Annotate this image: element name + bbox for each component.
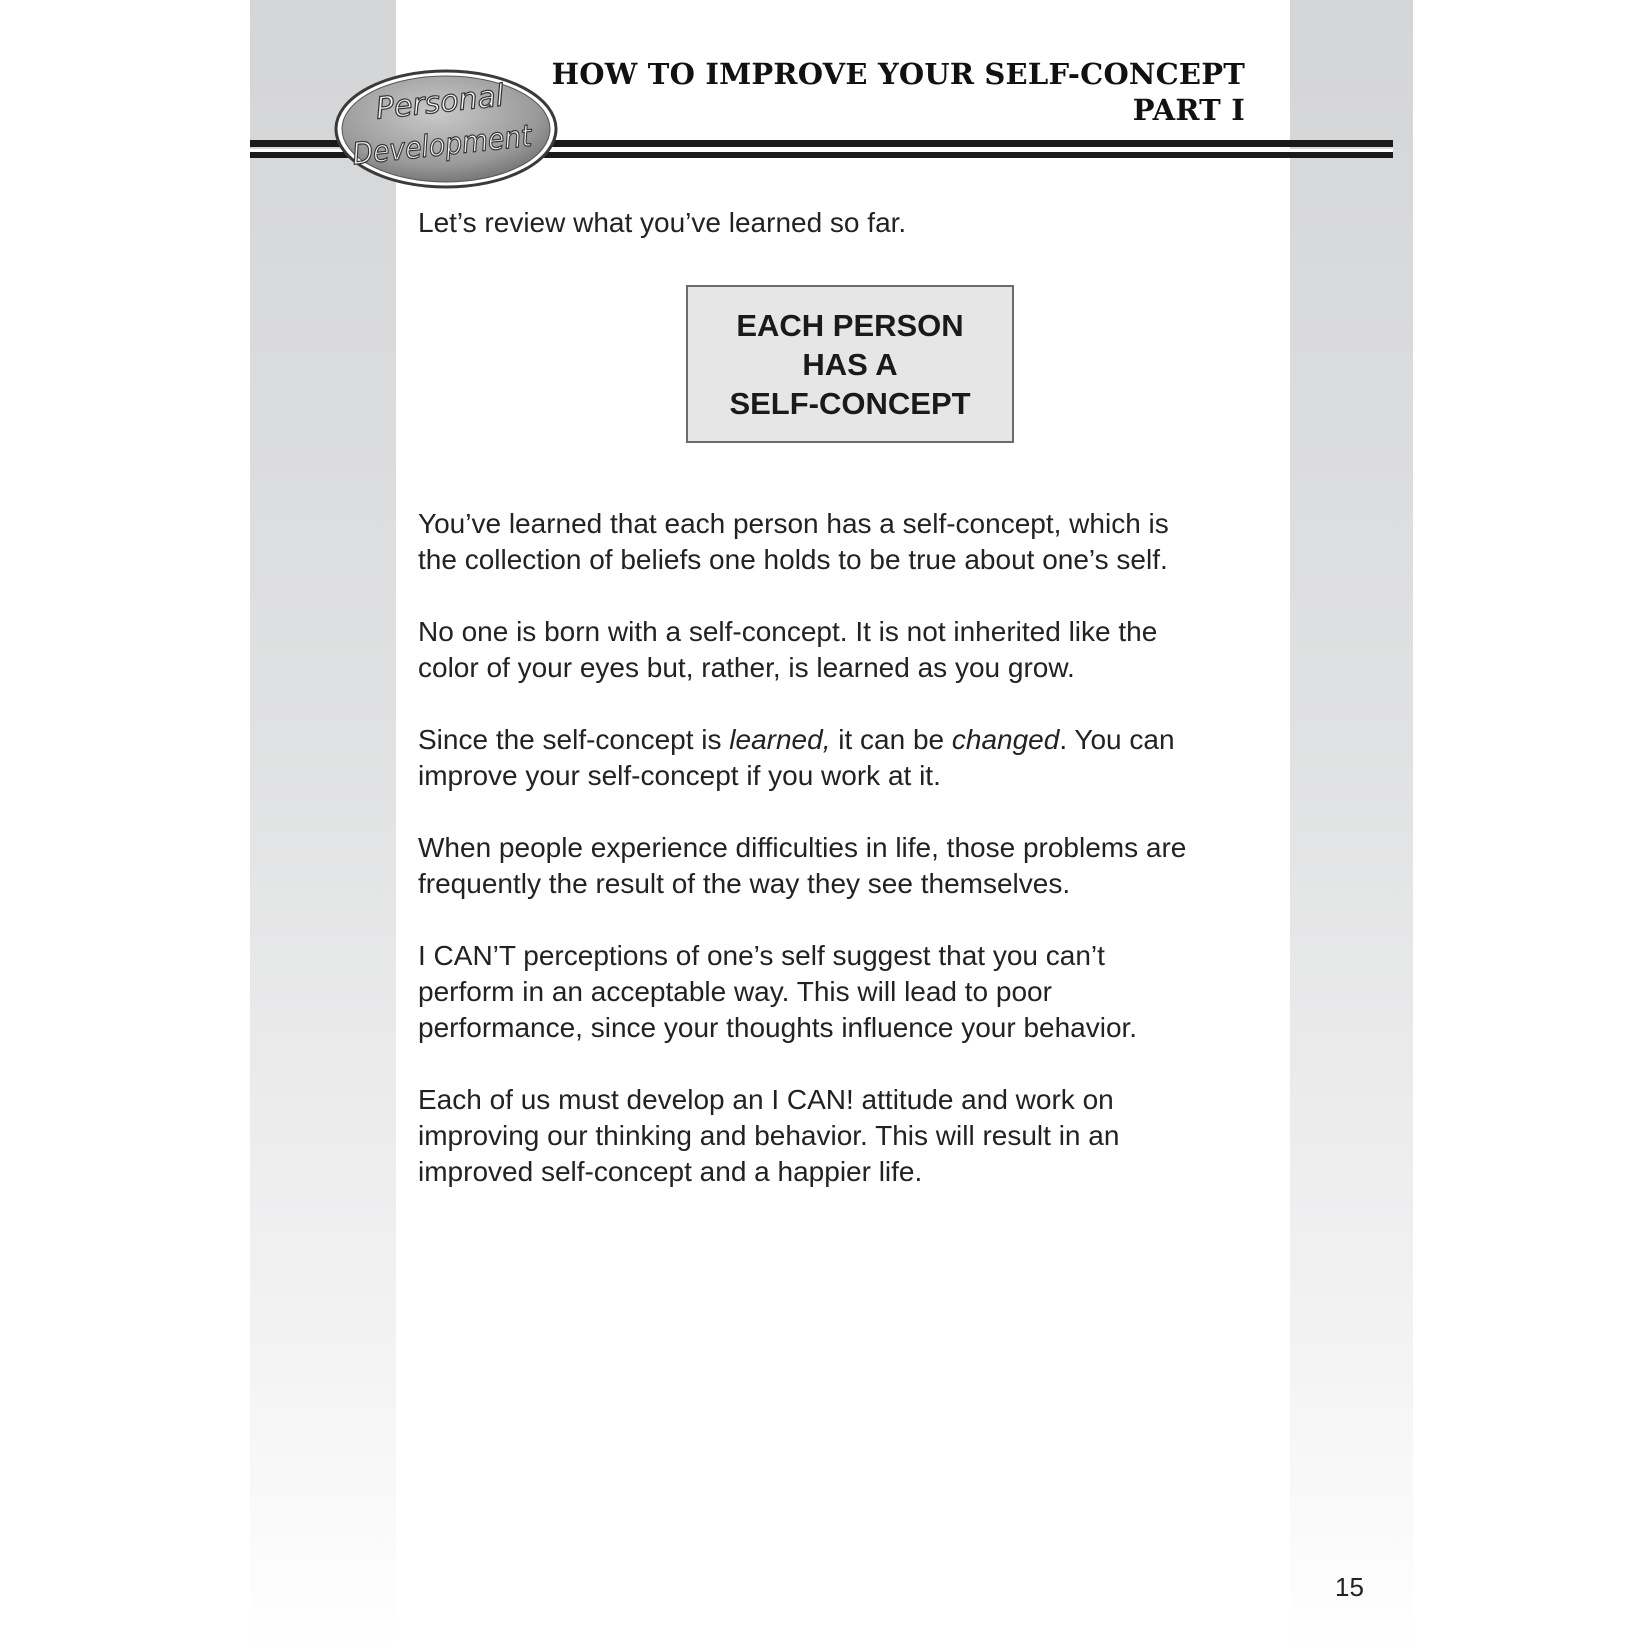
callout-line-3: SELF-CONCEPT xyxy=(729,385,971,421)
left-gray-band xyxy=(250,0,396,1652)
title-line-1: HOW TO IMPROVE YOUR SELF-CONCEPT xyxy=(551,57,1245,91)
badge-text-personal: Personal xyxy=(374,78,506,127)
p5-line-3: performance, since your thoughts influence your behavior. xyxy=(418,1012,1138,1043)
p5-line-2: perform in an acceptable way. This will lead to poor xyxy=(418,976,1052,1007)
p4-line-1: When people experience difficulties in life, those problems are xyxy=(418,832,1187,863)
p6-line-1: Each of us must develop an I CAN! attitude and work on xyxy=(418,1084,1114,1115)
p2-line-2: color of your eyes but, rather, is learned as you grow. xyxy=(418,652,1075,683)
paragraph-6 xyxy=(418,1082,1119,1190)
p2-line-1: No one is born with a self-concept. It is not inherited like the xyxy=(418,616,1158,647)
p6-line-2: improving our thinking and behavior. This will result in an xyxy=(418,1120,1120,1151)
paragraph-5 xyxy=(418,938,1137,1046)
p1-line-1: You’ve learned that each person has a self-concept, which is xyxy=(418,508,1169,539)
callout-line-2: HAS A xyxy=(802,346,898,382)
page-title xyxy=(552,56,1245,128)
right-gray-band xyxy=(1290,0,1413,1652)
p5-line-1: I CAN’T perceptions of one’s self suggest that you can’t xyxy=(418,940,1105,971)
intro-text: Let’s review what you’ve learned so far. xyxy=(418,207,907,238)
paragraph-2 xyxy=(418,614,1157,686)
emphasis-learned: learned, xyxy=(729,724,831,755)
title-line-2: PART I xyxy=(1132,93,1245,127)
callout-line-1: EACH PERSON xyxy=(736,307,964,343)
p4-line-2: frequently the result of the way they see themselves. xyxy=(418,868,1071,899)
p1-line-2: the collection of beliefs one holds to be true about one’s self. xyxy=(418,544,1168,575)
emphasis-changed: changed xyxy=(951,724,1060,755)
document-page xyxy=(250,0,1413,1652)
page-number: 15 xyxy=(1335,1572,1364,1602)
p3-line-2: improve your self-concept if you work at it. xyxy=(418,760,941,791)
p3-line-1: Since the self-concept is learned, it can be changed. You can xyxy=(418,724,1175,755)
paragraph-4 xyxy=(418,830,1186,902)
personal-development-badge xyxy=(333,67,559,191)
paragraph-3 xyxy=(418,722,1175,794)
callout-box xyxy=(686,285,1014,443)
paragraph-1 xyxy=(418,506,1169,578)
badge-text-development: Development xyxy=(350,116,556,173)
p6-line-3: improved self-concept and a happier life. xyxy=(418,1156,923,1187)
